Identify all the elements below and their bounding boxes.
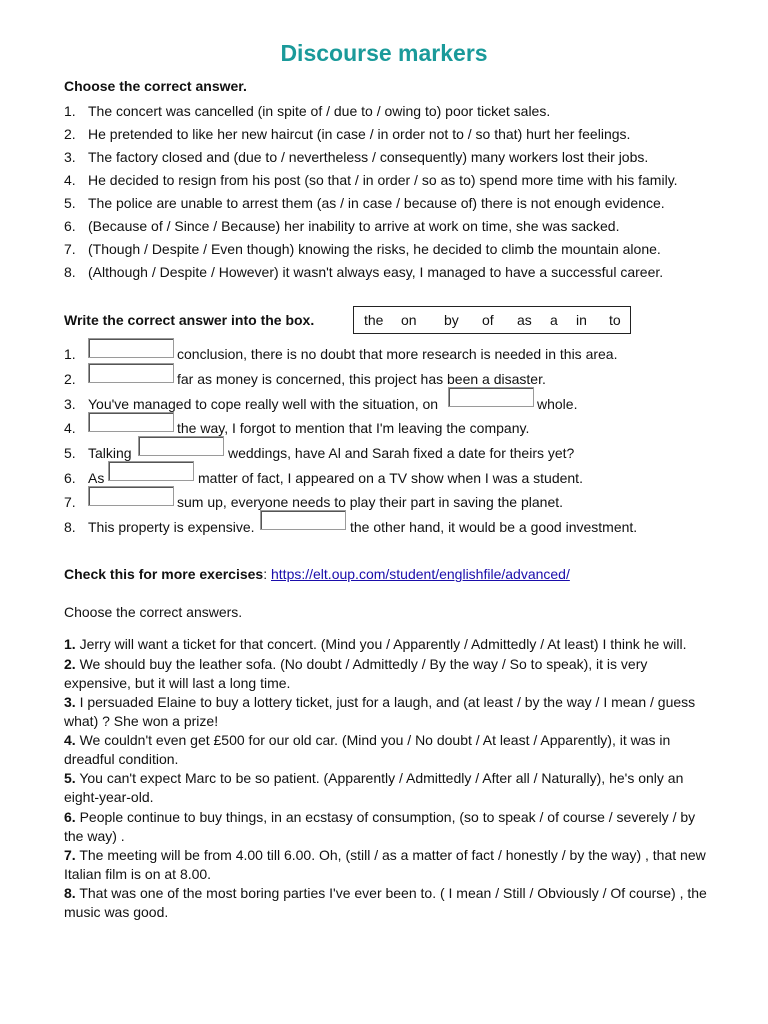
s3-item-num: 2.: [64, 656, 76, 672]
word-bank-word: the: [364, 312, 384, 328]
s3-item-num: 3.: [64, 694, 76, 710]
s3-item-text: You can't expect Marc to be so patient. (Apparently / Admittedly / After all / Naturally), he's only an eight-year-old.: [64, 770, 684, 805]
s3-item: [64, 731, 714, 769]
s2-item-num: 6.: [64, 470, 76, 486]
s3-item-num: 1.: [64, 636, 76, 652]
s1-item-num: 1.: [64, 103, 76, 119]
s1-item-num: 2.: [64, 126, 76, 142]
s2-item: [64, 519, 255, 535]
s3-item: [64, 808, 714, 846]
s2-item-after: far as money is concerned, this project has been a disaster.: [177, 371, 546, 387]
answer-box[interactable]: [108, 461, 194, 481]
answer-box[interactable]: [88, 486, 174, 506]
s2-item-num: 1.: [64, 346, 76, 362]
s1-item-text: (Although / Despite / However) it wasn't always easy, I managed to have a successful career.: [88, 264, 664, 280]
s1-item: [64, 126, 630, 142]
s1-item: [64, 241, 661, 257]
s2-item-after: whole.: [537, 396, 578, 412]
s3-item: [64, 635, 714, 654]
s3-item-num: 7.: [64, 847, 76, 863]
section3-heading: Choose the correct answers.: [64, 604, 243, 620]
s1-item: [64, 103, 550, 119]
s1-item-num: 4.: [64, 172, 76, 188]
s3-item-text: We couldn't even get £500 for our old car. (Mind you / No doubt / At least / Apparently), it was in dreadful condition.: [64, 732, 671, 767]
answer-box[interactable]: [88, 363, 174, 383]
answer-box[interactable]: [138, 436, 224, 456]
s1-item-text: (Because of / Since / Because) her inability to arrive at work on time, she was sacked.: [88, 218, 620, 234]
s2-item: [64, 470, 104, 486]
s2-item-before: Talking: [88, 445, 132, 461]
answer-box[interactable]: [88, 412, 174, 432]
word-bank: [353, 306, 631, 334]
s3-item-num: 5.: [64, 770, 76, 786]
word-bank-word: of: [482, 312, 494, 328]
word-bank-word: a: [550, 312, 558, 328]
answer-box[interactable]: [448, 387, 534, 407]
word-bank-word: to: [609, 312, 621, 328]
s2-item-num: 7.: [64, 494, 76, 510]
s3-item: [64, 693, 714, 731]
s2-item-before: You've managed to cope really well with the situation, on: [88, 396, 439, 412]
s2-item-num: 4.: [64, 420, 76, 436]
s3-item-text: People continue to buy things, in an ecstasy of consumption, (so to speak / of course / severely / by the way) .: [64, 809, 696, 844]
s3-item-text: That was one of the most boring parties I've ever been to. ( I mean / Still / Obviously / Of course) , the music was good.: [64, 885, 707, 920]
s1-item-num: 6.: [64, 218, 76, 234]
page-title: Discourse markers: [280, 40, 488, 66]
s2-item-num: 3.: [64, 396, 76, 412]
s2-item: [64, 396, 438, 412]
more-exercises-line: [64, 566, 570, 582]
s2-item-before: This property is expensive.: [88, 519, 255, 535]
section2-heading: Write the correct answer into the box.: [64, 312, 315, 328]
s3-item-text: Jerry will want a ticket for that concert. (Mind you / Apparently / Admittedly / At least) I think he will.: [79, 636, 687, 652]
s2-item-after: matter of fact, I appeared on a TV show when I was a student.: [198, 470, 583, 486]
s1-item-text: He decided to resign from his post (so that / in order / so as to) spend more time with his family.: [88, 172, 678, 188]
section1-heading: Choose the correct answer.: [64, 78, 247, 94]
s1-item: [64, 195, 665, 211]
s3-item-num: 8.: [64, 885, 76, 901]
s3-item-text: I persuaded Elaine to buy a lottery ticket, just for a laugh, and (at least / by the way / I mean / guess what) ? She won a prize!: [64, 694, 696, 729]
s1-item: [64, 149, 648, 165]
answer-box[interactable]: [260, 510, 346, 530]
word-bank-word: as: [517, 312, 532, 328]
s3-item: [64, 769, 714, 807]
s2-item-after: the other hand, it would be a good investment.: [350, 519, 638, 535]
s2-item-after: conclusion, there is no doubt that more research is needed in this area.: [177, 346, 618, 362]
s2-item: [64, 445, 132, 461]
s3-item-num: 4.: [64, 732, 76, 748]
s3-item: [64, 884, 714, 922]
s2-item-num: 8.: [64, 519, 76, 535]
word-bank-word: by: [444, 312, 459, 328]
s3-item-num: 6.: [64, 809, 76, 825]
more-exercises-colon: :: [263, 566, 268, 582]
s1-item-text: He pretended to like her new haircut (in case / in order not to / so that) hurt her feelings.: [88, 126, 631, 142]
s2-item-after: the way, I forgot to mention that I'm leaving the company.: [177, 420, 530, 436]
s2-item-after: sum up, everyone needs to play their part in saving the planet.: [177, 494, 564, 510]
word-bank-word: on: [401, 312, 417, 328]
word-bank-word: in: [576, 312, 587, 328]
s1-item-text: (Though / Despite / Even though) knowing the risks, he decided to climb the mountain alone.: [88, 241, 661, 257]
s1-item-text: The police are unable to arrest them (as / in case / because of) there is not enough evidence.: [88, 195, 665, 211]
s1-item: [64, 264, 663, 280]
s3-item-text: The meeting will be from 4.00 till 6.00. Oh, (still / as a matter of fact / honestly / by the way) , that new Italian film is on at 8.00.: [64, 847, 706, 882]
s1-item-text: The factory closed and (due to / nevertheless / consequently) many workers lost their jobs.: [88, 149, 649, 165]
s3-item-text: We should buy the leather sofa. (No doubt / Admittedly / By the way / So to speak), it is very expensive, but it will last a long time.: [64, 656, 648, 691]
s2-item-num: 2.: [64, 371, 76, 387]
s1-item-num: 7.: [64, 241, 76, 257]
s1-item: [64, 172, 678, 188]
s3-item: [64, 655, 714, 693]
s3-item: [64, 846, 714, 884]
s2-item-before: As: [88, 470, 105, 486]
more-exercises-label: Check this for more exercises: [64, 566, 264, 582]
s1-item-num: 5.: [64, 195, 76, 211]
answer-box[interactable]: [88, 338, 174, 358]
s1-item-num: 3.: [64, 149, 76, 165]
s2-item-after: weddings, have Al and Sarah fixed a date for theirs yet?: [228, 445, 575, 461]
s1-item-text: The concert was cancelled (in spite of / due to / owing to) poor ticket sales.: [88, 103, 551, 119]
s1-item-num: 8.: [64, 264, 76, 280]
s1-item: [64, 218, 619, 234]
more-exercises-link[interactable]: https://elt.oup.com/student/englishfile/advanced/: [271, 566, 570, 582]
s2-item-num: 5.: [64, 445, 76, 461]
